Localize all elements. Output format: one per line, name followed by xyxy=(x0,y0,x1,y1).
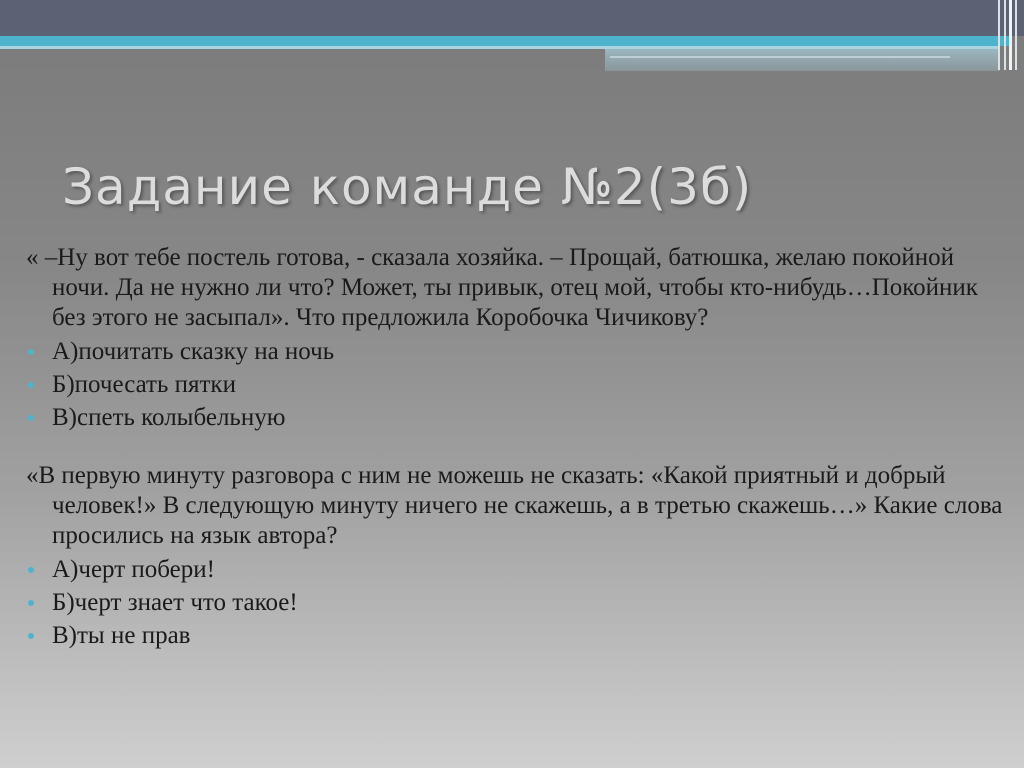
vertical-line xyxy=(998,0,1000,70)
accent-line xyxy=(0,36,1010,46)
vertical-line xyxy=(1004,0,1006,70)
question-1-text: « –Ну вот тебе постель готова, - сказала хозяйка. – Прощай, батюшка, желаю покойной ночи. Да не нужно ли что? Может, ты привык, отец мой, чтобы кто-нибудь…Покойник без этого не засыпал». Что предложила Коробочка Чичикову? xyxy=(26,244,978,331)
bullet-icon xyxy=(28,349,34,355)
option-label: Б)черт знает что такое! xyxy=(52,589,298,616)
question-2-text: «В первую минуту разговора с ним не можешь не сказать: «Какой приятный и добрый человек!» В следующую минуту ничего не скажешь, а в третью скажешь…» Какие слова просились на язык автора? xyxy=(26,462,1003,549)
bullet-icon xyxy=(28,382,34,388)
option-item xyxy=(26,621,1011,651)
bullet-icon xyxy=(28,633,34,639)
bullet-icon xyxy=(28,567,34,573)
vertical-line xyxy=(1009,0,1012,70)
bullet-icon xyxy=(28,600,34,606)
header-band-line xyxy=(610,56,950,58)
option-label: А)черт побери! xyxy=(52,556,215,583)
decorative-vertical-lines xyxy=(998,0,1022,70)
question-1-options xyxy=(26,337,1011,433)
vertical-line xyxy=(1015,0,1017,70)
option-label: Б)почесать пятки xyxy=(52,371,236,398)
option-item xyxy=(26,370,1011,400)
option-label: В)спеть колыбельную xyxy=(52,404,286,431)
option-item xyxy=(26,403,1011,433)
option-item xyxy=(26,588,1011,618)
option-label: В)ты не прав xyxy=(52,622,191,649)
slide-content xyxy=(26,243,1011,654)
option-label: А)почитать сказку на ночь xyxy=(52,338,335,365)
slide-title: Задание команде №2(3б) xyxy=(62,158,753,216)
header-bar xyxy=(0,0,1024,36)
option-item xyxy=(26,555,1011,585)
option-item xyxy=(26,337,1011,367)
question-2-options xyxy=(26,555,1011,651)
bullet-icon xyxy=(28,415,34,421)
header-band xyxy=(605,49,1000,71)
